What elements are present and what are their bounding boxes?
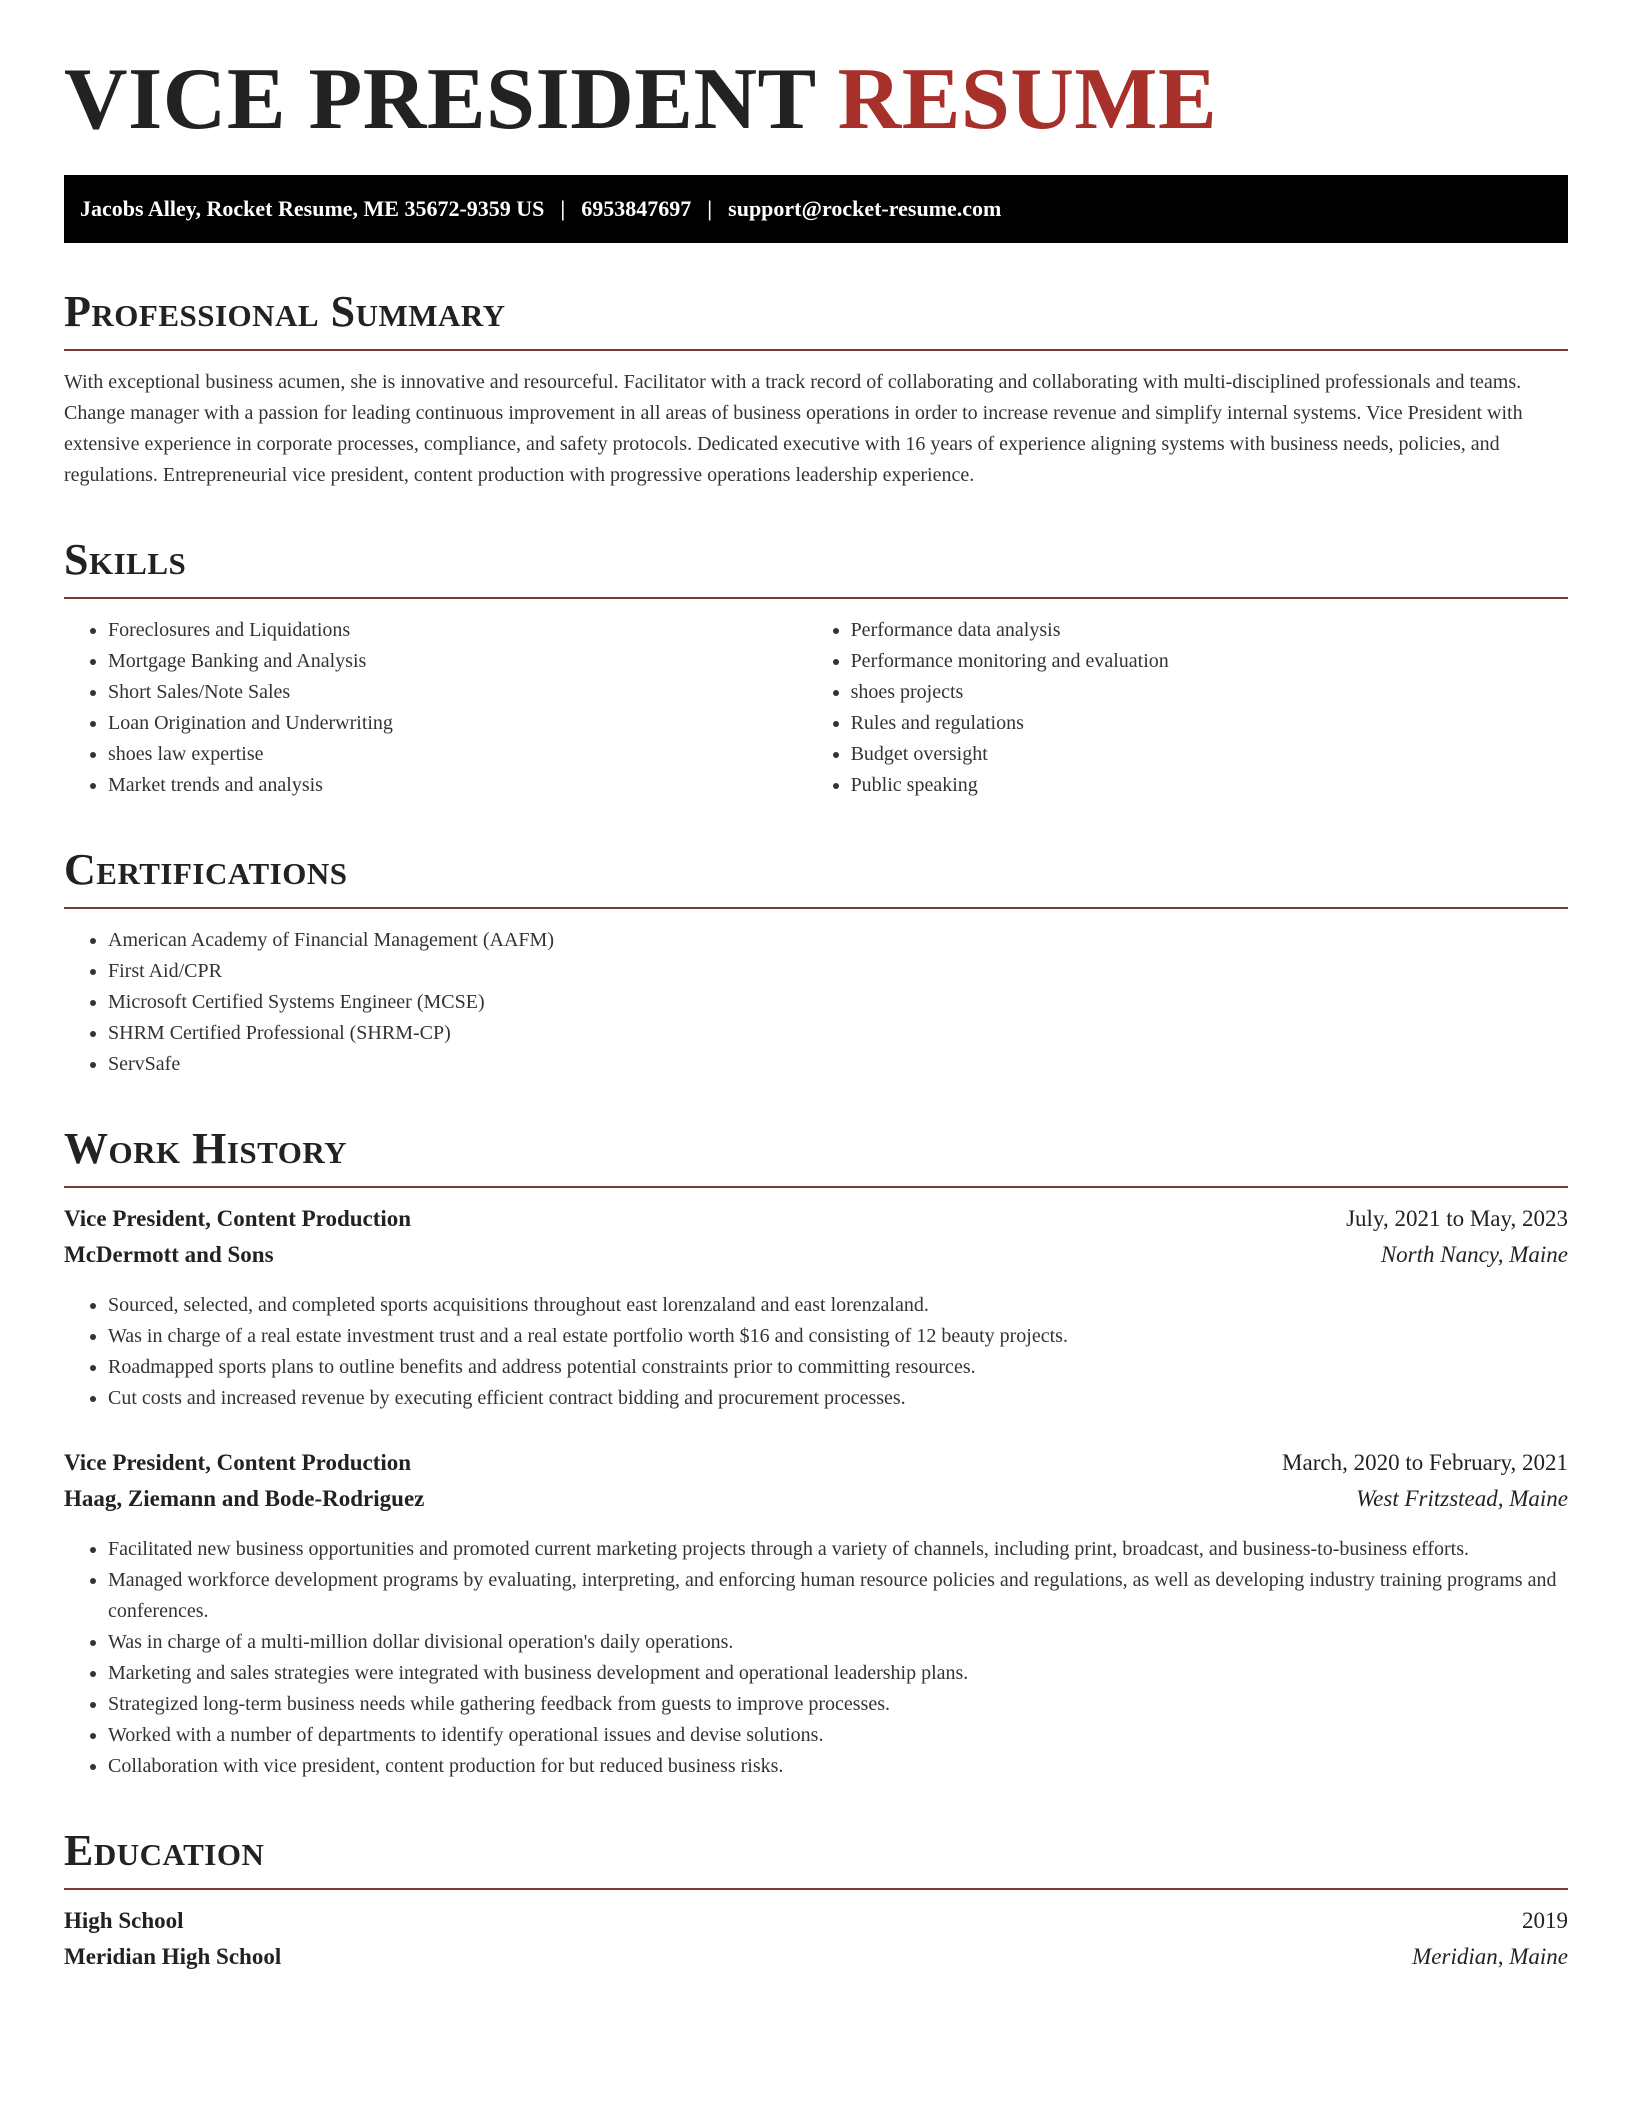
title-main: VICE PRESIDENT — [64, 51, 816, 148]
job-entry — [64, 1450, 1568, 1782]
skill-item: • Short Sales/Note Sales — [108, 677, 807, 708]
skill-item: • Foreclosures and Liquidations — [108, 615, 807, 646]
education-school: Meridian High School — [64, 1944, 282, 1969]
job-duty: • Worked with a number of departments to identify operational issues and devise solutions. — [108, 1720, 1568, 1751]
education-section — [64, 1828, 1568, 1980]
skill-item: • Mortgage Banking and Analysis — [108, 646, 807, 677]
certifications-heading: Certifications — [64, 847, 1568, 909]
certification-item: • American Academy of Financial Management (AAFM) — [108, 925, 1568, 956]
certifications-list — [64, 925, 1568, 1080]
resume-title — [64, 0, 1568, 176]
job-duty: • Roadmapped sports plans to outline benefits and address potential constraints prior to committing resources. — [108, 1352, 1568, 1383]
summary-section — [64, 289, 1568, 491]
title-accent: RESUME — [837, 51, 1218, 148]
job-title: Vice President, Content Production — [64, 1206, 412, 1231]
skill-item: • Public speaking — [851, 770, 1568, 801]
skill-item: • shoes law expertise — [108, 739, 807, 770]
job-location: West Fritzstead, Maine — [1356, 1486, 1568, 1511]
education-degree: High School — [64, 1908, 184, 1933]
job-duty: • Was in charge of a multi-million dollar divisional operation's daily operations. — [108, 1627, 1568, 1658]
job-duties-list — [64, 1290, 1568, 1414]
job-company: McDermott and Sons — [64, 1242, 274, 1267]
contact-separator: | — [707, 196, 713, 221]
skills-section — [64, 537, 1568, 801]
skills-grid — [64, 615, 1568, 801]
work-history-section — [64, 1126, 1568, 1782]
certifications-section — [64, 847, 1568, 1080]
contact-phone: 6953847697 — [581, 196, 692, 221]
job-duty: • Marketing and sales strategies were integrated with business development and operational leadership plans. — [108, 1658, 1568, 1689]
certification-item: • ServSafe — [108, 1049, 1568, 1080]
education-entry — [64, 1908, 1568, 1980]
job-duty: • Collaboration with vice president, content production for but reduced business risks. — [108, 1751, 1568, 1782]
job-entry — [64, 1206, 1568, 1414]
skill-item: • Loan Origination and Underwriting — [108, 708, 807, 739]
contact-separator: | — [560, 196, 566, 221]
certification-item: • First Aid/CPR — [108, 956, 1568, 987]
contact-email: support@rocket-resume.com — [728, 196, 1002, 221]
job-duty: • Was in charge of a real estate investment trust and a real estate portfolio worth $16 and consisting of 12 beauty projects. — [108, 1321, 1568, 1352]
job-dates: July, 2021 to May, 2023 — [1346, 1206, 1568, 1231]
contact-address: Jacobs Alley, Rocket Resume, ME 35672-9359 US — [80, 196, 545, 221]
work-history-heading: Work History — [64, 1126, 1568, 1188]
job-duty: • Strategized long-term business needs while gathering feedback from guests to improve processes. — [108, 1689, 1568, 1720]
job-company: Haag, Ziemann and Bode-Rodriguez — [64, 1486, 425, 1511]
job-duty: • Cut costs and increased revenue by executing efficient contract bidding and procurement processes. — [108, 1383, 1568, 1414]
contact-bar — [64, 175, 1568, 243]
job-location: North Nancy, Maine — [1380, 1242, 1568, 1267]
education-heading: Education — [64, 1828, 1568, 1890]
job-duty: • Facilitated new business opportunities and promoted current marketing projects through a variety of channels, including print, broadcast, and business-to-business efforts. — [108, 1534, 1568, 1565]
education-year: 2019 — [1522, 1908, 1568, 1933]
skills-list-left — [64, 615, 807, 801]
skill-item: • Performance data analysis — [851, 615, 1568, 646]
job-duties-list — [64, 1534, 1568, 1782]
summary-heading: Professional Summary — [64, 289, 1568, 351]
skill-item: • Market trends and analysis — [108, 770, 807, 801]
skill-item: • Budget oversight — [851, 739, 1568, 770]
education-location: Meridian, Maine — [1412, 1944, 1568, 1969]
certification-item: • SHRM Certified Professional (SHRM-CP) — [108, 1018, 1568, 1049]
skill-item: • shoes projects — [851, 677, 1568, 708]
job-dates: March, 2020 to February, 2021 — [1282, 1450, 1568, 1475]
job-duty: • Sourced, selected, and completed sports acquisitions throughout east lorenzaland and east lorenzaland. — [108, 1290, 1568, 1321]
job-duty: • Managed workforce development programs by evaluating, interpreting, and enforcing human resource policies and regulations, as well as developing industry training programs and conferences. — [108, 1565, 1568, 1627]
job-title: Vice President, Content Production — [64, 1450, 412, 1475]
skills-heading: Skills — [64, 537, 1568, 599]
skills-list-right — [807, 615, 1568, 801]
certification-item: • Microsoft Certified Systems Engineer (MCSE) — [108, 987, 1568, 1018]
summary-text: With exceptional business acumen, she is innovative and resourceful. Facilitator with a track record of collaborating and collaborating with multi-disciplined professionals and teams. Change manager with a passion for leading continuous improvement in all areas of business operations in order to increase revenue and simplify internal systems. Vice President with extensive experience in corporate processes, compliance, and safety protocols. Dedicated executive with 16 years of experience aligning systems with business needs, policies, and regulations. Entrepreneurial vice president, content production with progressive operations leadership experience. — [64, 371, 1523, 486]
skill-item: • Performance monitoring and evaluation — [851, 646, 1568, 677]
skill-item: • Rules and regulations — [851, 708, 1568, 739]
